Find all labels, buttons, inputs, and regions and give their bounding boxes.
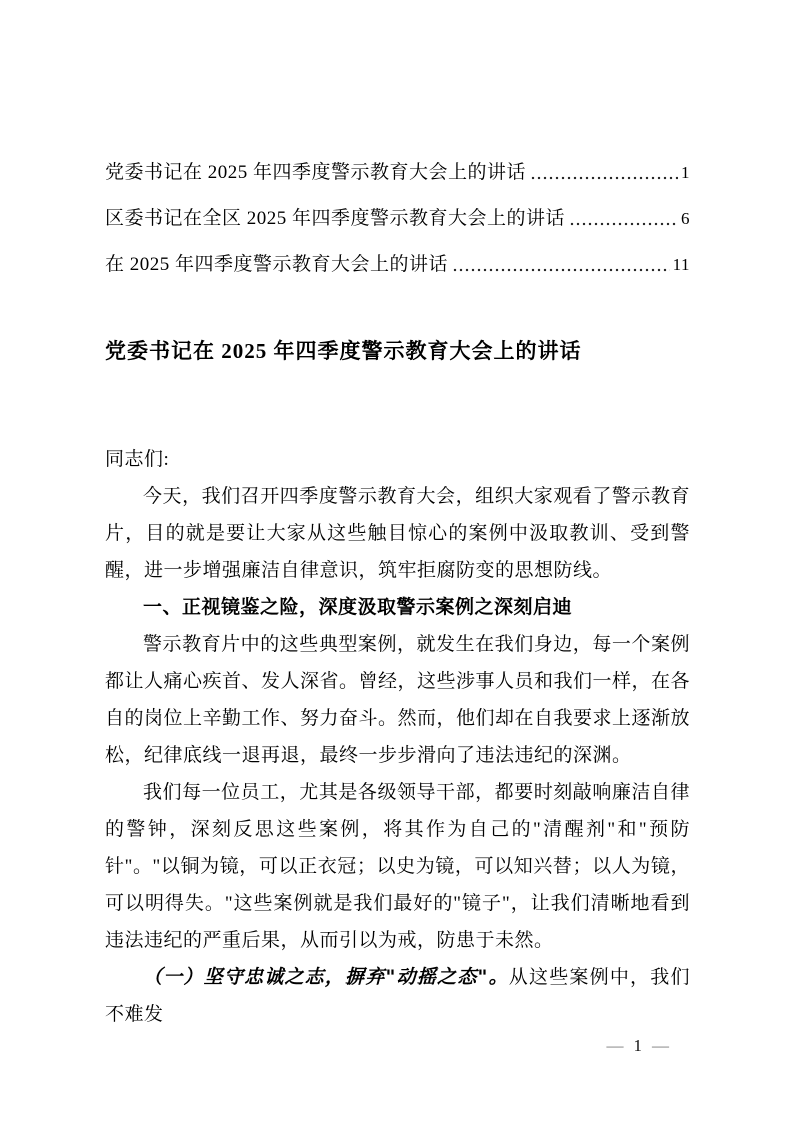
toc-page-number: 6 [681, 209, 690, 228]
document-title: 党委书记在 2025 年四季度警示教育大会上的讲话 [105, 339, 582, 363]
toc-entry[interactable] [105, 254, 690, 275]
toc-leader-dots [569, 208, 678, 229]
document-body [105, 441, 690, 1033]
paragraph [105, 959, 690, 1033]
paragraph: 今天，我们召开四季度警示教育大会，组织大家观看了警示教育片，目的就是要让大家从这些触目惊心的案例中汲取教训、受到警醒，进一步增强廉洁自律意识，筑牢拒腐防变的思想防线。 [105, 486, 690, 581]
footer-right-dash: — [652, 1036, 670, 1055]
salutation: 同志们: [105, 449, 170, 470]
paragraph-text: 从这些案例中，我们不难发 [105, 967, 690, 1025]
paragraph: 警示教育片中的这些典型案例，就发生在我们身边，每一个案例都让人痛心疾首、发人深省。曾经，这些涉事人员和我们一样，在各自的岗位上辛勤工作、努力奋斗。然而，他们却在自我要求上逐渐放松，纪律底线一退再退，最终一步步滑向了违法违纪的深渊。 [105, 634, 691, 766]
toc-entry[interactable] [105, 208, 690, 229]
toc-leader-dots [452, 254, 670, 275]
footer-page-number: 1 [633, 1036, 643, 1055]
toc-entry-title: 区委书记在全区 2025 年四季度警示教育大会上的讲话 [105, 208, 566, 229]
toc-entry[interactable] [105, 162, 690, 183]
toc-page-number: 1 [681, 163, 690, 182]
paragraph: 我们每一位员工，尤其是各级领导干部，都要时刻敲响廉洁自律的警钟，深刻反思这些案例，将其作为自己的"清醒剂"和"预防针"。"以铜为镜，可以正衣冠；以史为镜，可以知兴替；以人为镜，可以明得失。"这些案例就是我们最好的"镜子"，让我们清晰地看到违法违纪的严重后果，从而引以为戒，防患于未然。 [105, 782, 690, 951]
toc-entry-title: 党委书记在 2025 年四季度警示教育大会上的讲话 [105, 162, 527, 183]
toc-page-number: 11 [672, 255, 690, 274]
page-footer [607, 1036, 671, 1056]
toc-entry-title: 在 2025 年四季度警示教育大会上的讲话 [105, 254, 449, 275]
toc-leader-dots [530, 162, 678, 183]
footer-left-dash: — [606, 1036, 625, 1055]
table-of-contents [105, 162, 690, 275]
section-heading: 一、正视镜鉴之险，深度汲取警示案例之深刻启迪 [143, 597, 573, 618]
paragraph-lead: （一）坚守忠诚之志，摒弃"动摇之态"。 [143, 966, 509, 988]
